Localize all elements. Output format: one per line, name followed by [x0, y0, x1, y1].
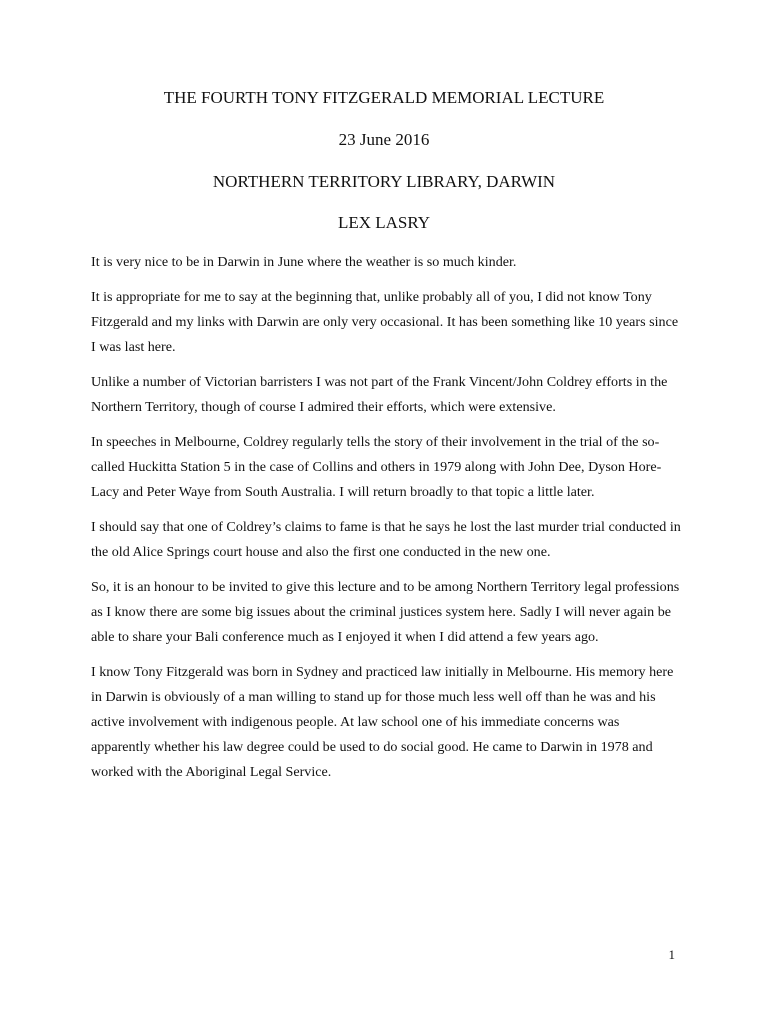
paragraph: It is appropriate for me to say at the beginning that, unlike probably all of you, I did not know Tony Fitzgerald and my links with Darwin are only very occasional. It has been something like 10 years since I was last here. — [91, 289, 679, 355]
page-number: 1 — [668, 947, 675, 962]
paragraph: In speeches in Melbourne, Coldrey regularly tells the story of their involvement in the trial of the so-called Huckitta Station 5 in the case of Collins and others in 1979 along with John Dee, Dyson Hore-Lacy and Peter Waye from South Australia. I will return broadly to that topic a little later. — [91, 434, 662, 500]
paragraph: I should say that one of Coldrey’s claims to fame is that he says he lost the last murder trial conducted in the old Alice Springs court house and also the first one conducted in the new one. — [91, 519, 681, 560]
paragraph: So, it is an honour to be invited to give this lecture and to be among Northern Territory legal professions as I know there are some big issues about the criminal justices system here. Sadly I will never again be able to share your Bali conference much as I enjoyed it when I did attend a few years ago. — [91, 579, 680, 645]
paragraph: I know Tony Fitzgerald was born in Sydney and practiced law initially in Melbourne. His memory here in Darwin is obviously of a man willing to stand up for those much less well off than he was and his active involvement with indigenous people. At law school one of his immediate concerns was apparently whether his law degree could be used to do social good. He came to Darwin in 1978 and worked with the Aboriginal Legal Service. — [91, 664, 674, 780]
paragraph: Unlike a number of Victorian barristers I was not part of the Frank Vincent/John Coldrey efforts in the Northern Territory, though of course I admired their efforts, which were extensive. — [91, 374, 668, 415]
lecture-date: 23 June 2016 — [338, 130, 430, 149]
lecture-venue: NORTHERN TERRITORY LIBRARY, DARWIN — [212, 172, 556, 191]
lecture-title: THE FOURTH TONY FITZGERALD MEMORIAL LECTURE — [163, 88, 605, 107]
lecture-body — [91, 250, 681, 795]
paragraph: It is very nice to be in Darwin in June where the weather is so much kinder. — [91, 254, 517, 270]
lecture-author: LEX LASRY — [337, 213, 431, 232]
